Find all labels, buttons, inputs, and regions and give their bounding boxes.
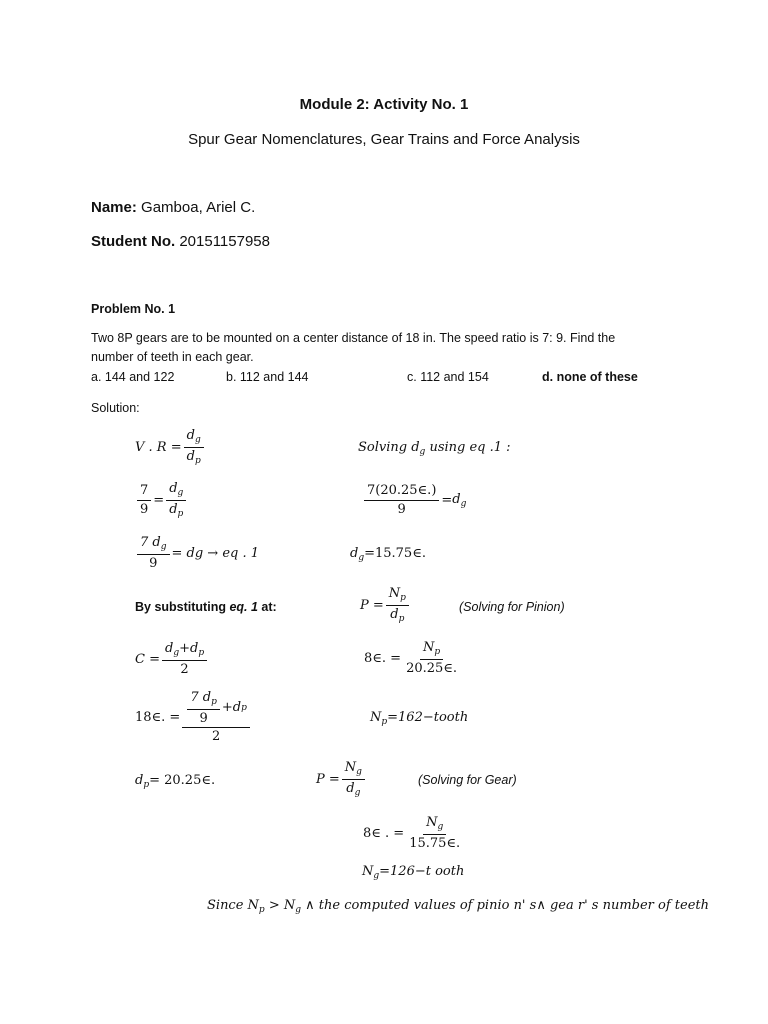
problem-text-line1: Two 8P gears are to be mounted on a center distance of 18 in. The speed ratio is 7: 9. Find the xyxy=(91,331,616,345)
solving-gear-note: (Solving for Gear) xyxy=(418,773,517,787)
solving-dg-note: Solving $d_g$ using eq .1 : xyxy=(358,440,511,457)
eq1-equation: $\frac{7 d_g}{9}$ = dg → eq . 1 xyxy=(135,535,259,571)
student-no-value: 20151157958 xyxy=(179,233,270,250)
solving-pinion-note: (Solving for Pinion) xyxy=(459,600,565,614)
dp-result: $d_p=$ 20.25∈. xyxy=(135,773,216,790)
student-no-row xyxy=(91,233,270,250)
page-title: Module 2: Activity No. 1 xyxy=(299,96,469,113)
name-value: Gamboa, Ariel C. xyxy=(141,199,256,216)
choice-c: c. 112 and 154 xyxy=(407,370,489,384)
choice-b: b. 112 and 144 xyxy=(226,370,309,384)
name-label: Name: xyxy=(91,199,137,216)
problem-text-line2: number of teeth in each gear. xyxy=(91,350,254,364)
solution-label: Solution: xyxy=(91,401,140,415)
np-result: $N_p=162-tooth$ xyxy=(370,710,469,727)
dg-result: $d_g=15.75\in$. xyxy=(350,546,426,563)
ratio-equation: $\frac{7}{9}$ = $\frac{d_g}{d_p}$ xyxy=(135,481,188,520)
substituted-center-equation: 18∈. = $\frac{7 d_p}{9}$ + d p 2 xyxy=(135,690,252,745)
student-no-label: Student No. xyxy=(91,233,176,250)
center-distance-equation: C = $\frac{d_g+d_p}{2}$ xyxy=(135,641,209,677)
substituting-text: By substituting eq. 1 at: xyxy=(135,600,277,614)
vr-lhs: V . R = xyxy=(135,439,182,455)
pinion-teeth-calc: 8∈. = $\frac{N_p}{20.25\in.}$ xyxy=(364,640,458,676)
choice-a: a. 144 and 122 xyxy=(91,370,175,384)
velocity-ratio-equation xyxy=(135,428,206,467)
pitch-pinion-equation: P = $\frac{N_p}{d_p}$ xyxy=(360,586,411,625)
ng-result: $N_g=126-t$ ooth xyxy=(362,864,465,881)
pitch-gear-equation: P = $\frac{N_g}{d_g}$ xyxy=(316,760,367,799)
problem-heading: Problem No. 1 xyxy=(91,302,176,316)
vr-fraction: $\frac{d_g}{d_p}$ xyxy=(184,428,204,467)
page-subtitle: Spur Gear Nomenclatures, Gear Trains and Force Analysis xyxy=(188,131,580,148)
conclusion-text: Since $N_p > N_g$ ∧ the computed values of pinio n' s∧ gea r' s number of teeth xyxy=(207,898,709,915)
choice-d: d. none of these xyxy=(542,370,638,384)
name-row xyxy=(91,199,255,216)
dg-calc-equation: $\frac{7(20.25\in.)}{9}$ = $d_g$ xyxy=(362,483,466,517)
gear-teeth-calc: 8∈ . = $\frac{N_g}{15.75\in.}$ xyxy=(363,815,461,851)
